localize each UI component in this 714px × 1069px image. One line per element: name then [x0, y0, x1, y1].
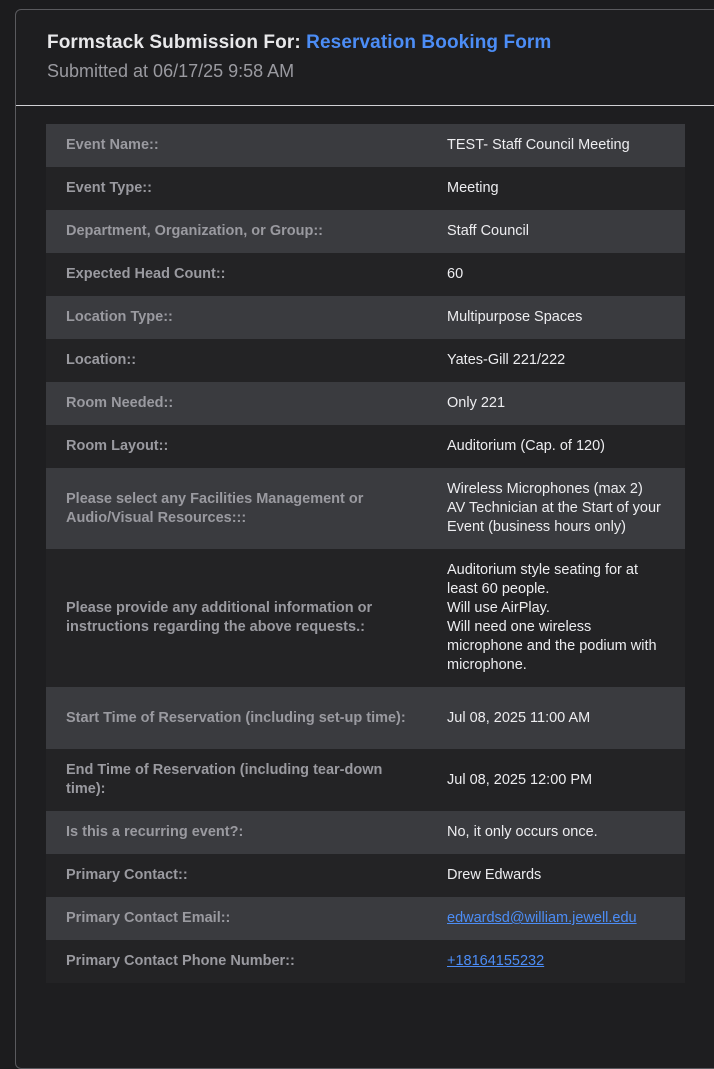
table-row	[46, 749, 685, 811]
field-value	[428, 468, 685, 549]
value-line: Will need one wireless microphone and the podium with microphone.	[447, 619, 657, 673]
field-label: Please provide any additional information or instructions regarding the above requests.:	[66, 600, 373, 635]
field-value	[428, 940, 685, 983]
table-row	[46, 210, 685, 253]
field-value: 60	[447, 266, 464, 282]
field-value: Multipurpose Spaces	[447, 309, 583, 325]
table-row	[46, 167, 685, 210]
field-label: Please select any Facilities Management or Audio/Visual Resources:::	[66, 490, 364, 526]
table-row	[46, 854, 685, 897]
table-row	[46, 124, 685, 167]
field-value: Jul 08, 2025 12:00 PM	[447, 771, 593, 788]
field-value: TEST- Staff Council Meeting	[447, 137, 630, 153]
field-label: Location::	[66, 352, 137, 368]
form-name-link[interactable]: Reservation Booking Form	[306, 32, 552, 53]
table-row	[46, 811, 685, 854]
field-label: Primary Contact Phone Number::	[66, 953, 295, 969]
field-label: Is this a recurring event?:	[66, 824, 244, 840]
field-value: Yates-Gill 221/222	[447, 352, 566, 368]
field-value: Staff Council	[447, 223, 529, 239]
email-link[interactable]: edwardsd@william.jewell.edu	[447, 910, 637, 926]
field-label: Event Type::	[66, 180, 152, 196]
table-row	[46, 339, 685, 382]
field-label: End Time of Reservation (including tear-down time):	[66, 762, 383, 797]
submission-fields-table	[46, 124, 685, 983]
table-row	[46, 897, 685, 940]
table-row	[46, 549, 685, 687]
submitted-timestamp: Submitted at 06/17/25 9:58 AM	[47, 61, 295, 81]
field-value: Auditorium (Cap. of 120)	[447, 438, 605, 454]
field-value: No, it only occurs once.	[447, 824, 598, 840]
field-value	[428, 549, 685, 687]
value-line: AV Technician at the Start of your Event (business hours only)	[447, 500, 661, 535]
page-title	[47, 32, 551, 54]
table-row	[46, 687, 685, 749]
table-row	[46, 296, 685, 339]
field-label: Primary Contact Email::	[66, 910, 231, 926]
field-value: Jul 08, 2025 11:00 AM	[447, 709, 591, 726]
field-label: Department, Organization, or Group::	[66, 223, 323, 239]
phone-link[interactable]: +18164155232	[447, 953, 545, 969]
field-label: Room Layout::	[66, 438, 169, 454]
table-row	[46, 253, 685, 296]
field-value: Meeting	[447, 180, 499, 196]
table-row	[46, 468, 685, 549]
field-label: Start Time of Reservation (including set-up time):	[66, 709, 406, 726]
field-label: Primary Contact::	[66, 867, 188, 883]
field-value	[428, 897, 685, 940]
field-label: Event Name::	[66, 137, 159, 153]
title-prefix: Formstack Submission For:	[47, 32, 301, 53]
value-line: Auditorium style seating for at least 60 people.	[447, 562, 639, 597]
table-row	[46, 425, 685, 468]
field-label: Expected Head Count::	[66, 266, 226, 282]
field-value: Drew Edwards	[447, 867, 542, 883]
value-line: Will use AirPlay.	[447, 600, 550, 616]
table-row	[46, 382, 685, 425]
table-row	[46, 940, 685, 983]
submission-header	[16, 10, 714, 106]
field-label: Location Type::	[66, 309, 173, 325]
field-value: Only 221	[447, 395, 506, 411]
field-label: Room Needed::	[66, 395, 174, 411]
value-line: Wireless Microphones (max 2)	[447, 481, 643, 497]
